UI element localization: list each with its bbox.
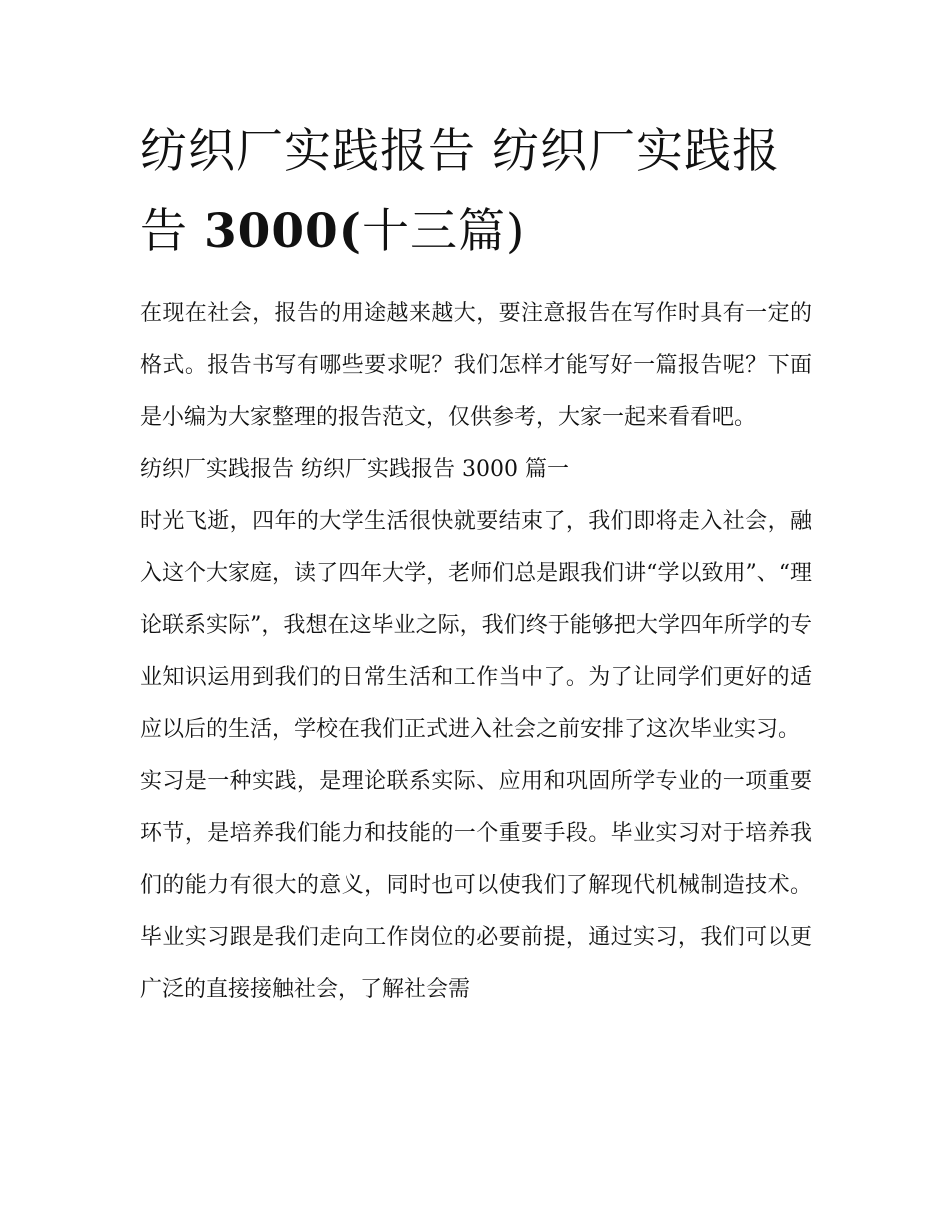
title-part-1: 纺织厂实践报告 纺织厂实践报: [140, 124, 780, 179]
section-heading: 纺织厂实践报告 纺织厂实践报告 3000 篇一: [140, 457, 569, 482]
body-paragraph-1: 时光飞逝，四年的大学生活很快就要结束了，我们即将走入社会，融入这个大家庭，读了四年大学，老师们总是跟我们讲“学以致用”、“理论联系实际”，我想在这毕业之际，我们终于能够把大学四年所学的专业知识运用到我们的日常生活和工作当中了。为了让同学们更好的适应以后的生活，学校在我们正式进入社会之前安排了这次毕业实习。: [140, 509, 812, 742]
document-content: [140, 112, 812, 1016]
title-part-2-prefix: 告: [140, 204, 204, 259]
document-title: [140, 112, 812, 272]
intro-paragraph: 在现在社会，报告的用途越来越大，要注意报告在写作时具有一定的格式。报告书写有哪些要求呢？我们怎样才能写好一篇报告呢？下面是小编为大家整理的报告范文，仅供参考，大家一起来看看吧。: [140, 301, 812, 430]
body-paragraph-2: 实习是一种实践，是理论联系实际、应用和巩固所学专业的一项重要环节，是培养我们能力和技能的一个重要手段。毕业实习对于培养我们的能力有很大的意义，同时也可以使我们了解现代机械制造技术。毕业实习跟是我们走向工作岗位的必要前提，通过实习，我们可以更广泛的直接接触社会，了解社会需: [140, 769, 812, 1002]
title-number: 3000(: [203, 204, 363, 259]
title-part-2-suffix: 十三篇): [362, 204, 526, 259]
